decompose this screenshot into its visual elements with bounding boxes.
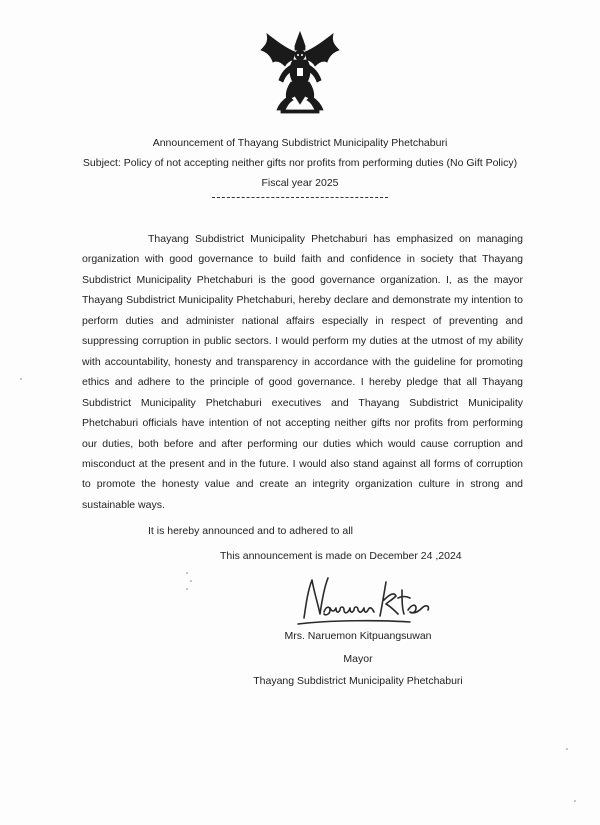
body-paragraph: Thayang Subdistrict Municipality Phetchaburi has emphasized on managing organization with good governance to build faith and confidence in society that Thayang Subdistrict Municipality Phetchaburi is the good governance organization. I, as the mayor Thayang Subdistrict Municipality Phetchaburi, hereby declare and demonstrate my intention to perform duties and administer national affairs especially in respect of preventing and suppressing corruption in public sectors. I would perform my duties at the utmost of my ability with accountability, honesty and transparency in accordance with the guideline for promoting ethics and adhere to the principle of good governance. I hereby pledge that all Thayang Subdistrict Municipality Phetchaburi executives and Thayang Subdistrict Municipality Phetchaburi officials have intention of not accepting neither gifts nor profits from performing our duties, both before and after performing our duties which would cause corruption and misconduct at the present and in the future. I would also stand against all forms of corruption to promote the honesty value and create an integrity organization culture in strong and sustainable ways.: [82, 233, 523, 511]
scan-speck: [574, 800, 576, 802]
scan-speck: [190, 580, 192, 582]
signer-organization: Thayang Subdistrict Municipality Phetchaburi: [253, 675, 463, 687]
scan-speck: [186, 588, 188, 590]
announcement-date: This announcement is made on December 24 ,2024: [220, 550, 462, 562]
scan-speck: [186, 572, 188, 574]
garuda-emblem-icon: [259, 30, 341, 114]
announcement-title: Announcement of Thayang Subdistrict Municipality Phetchaburi: [152, 137, 448, 149]
signer-name: Mrs. Naruemon Kitpuangsuwan: [284, 630, 432, 642]
subject-line: Subject: Policy of not accepting neither gifts nor profits from performing duties (No Gift Policy): [82, 157, 518, 169]
scan-speck: [20, 378, 22, 380]
dashed-divider: [212, 197, 388, 198]
handwritten-signature: [290, 570, 440, 632]
scan-speck: [566, 748, 568, 750]
signer-title: Mayor: [343, 653, 373, 665]
announcement-statement: It is hereby announced and to adhered to all: [148, 525, 353, 537]
fiscal-year-line: Fiscal year 2025: [261, 177, 339, 189]
